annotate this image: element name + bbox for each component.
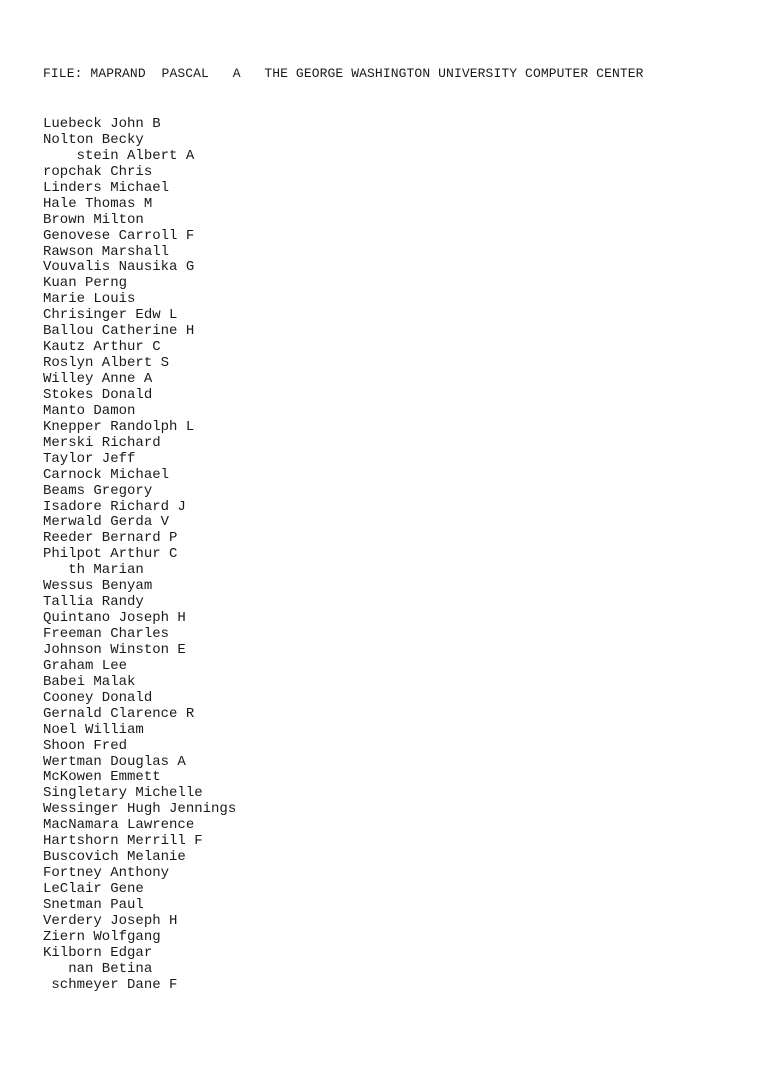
list-item: Quintano Joseph H xyxy=(43,610,186,627)
list-item: Beams Gregory xyxy=(43,482,153,499)
list-item: Isadore Richard J xyxy=(43,498,186,515)
list-item: Marie Louis xyxy=(43,291,136,308)
list-item: Kuan Perng xyxy=(43,275,128,292)
list-item: Knepper Randolph L xyxy=(43,418,195,435)
list-item: MacNamara Lawrence xyxy=(43,817,195,834)
list-item: Reeder Bernard P xyxy=(43,530,178,547)
list-item: Carnock Michael xyxy=(43,466,170,483)
list-item: Kilborn Edgar xyxy=(43,944,153,961)
list-item: Babei Malak xyxy=(43,673,136,690)
list-item: Wessus Benyam xyxy=(43,578,153,595)
list-item: Merwald Gerda V xyxy=(43,514,170,531)
list-item: Chrisinger Edw L xyxy=(43,307,178,324)
list-item: Freeman Charles xyxy=(43,626,170,642)
list-item: th Marian xyxy=(43,562,144,579)
list-item: Verdery Joseph H xyxy=(43,912,178,929)
list-item: Ziern Wolfgang xyxy=(43,928,161,945)
list-item: Taylor Jeff xyxy=(43,450,136,467)
list-item: Singletary Michelle xyxy=(43,785,203,802)
list-item: Manto Damon xyxy=(43,402,136,419)
file-header xyxy=(43,66,644,81)
list-item: LeClair Gene xyxy=(43,881,144,897)
list-item: Ballou Catherine H xyxy=(43,323,195,340)
list-item: Fortney Anthony xyxy=(43,865,170,882)
list-item: Gernald Clarence R xyxy=(43,705,195,722)
list-item: Roslyn Albert S xyxy=(43,355,170,372)
list-item: Hale Thomas M xyxy=(43,195,153,212)
list-item: McKowen Emmett xyxy=(43,769,161,786)
list-item: Philpot Arthur C xyxy=(43,546,178,563)
name-list xyxy=(43,117,236,994)
list-item: Genovese Carroll F xyxy=(43,227,195,244)
list-item: Brown Milton xyxy=(43,211,144,228)
list-item: schmeyer Dane F xyxy=(43,976,178,993)
list-item: Johnson Winston E xyxy=(43,641,186,658)
list-item: Nolton Becky xyxy=(43,131,144,148)
list-item: Willey Anne A xyxy=(43,371,153,387)
file-mode: A xyxy=(232,66,241,81)
institution-title: THE GEORGE WASHINGTON UNIVERSITY COMPUTER CENTER xyxy=(264,66,644,81)
list-item: Vouvalis Nausika G xyxy=(43,259,195,276)
list-item: Wertman Douglas A xyxy=(43,753,186,770)
list-item: Stokes Donald xyxy=(43,386,153,403)
list-item: Wessinger Hugh Jennings xyxy=(43,801,237,818)
list-item: Kautz Arthur C xyxy=(43,339,161,356)
list-item: Rawson Marshall xyxy=(43,243,170,260)
list-item: Linders Michael xyxy=(43,179,170,196)
list-item: Merski Richard xyxy=(43,434,161,451)
file-label: FILE: xyxy=(43,66,83,81)
list-item: Shoon Fred xyxy=(43,737,128,754)
list-item: Buscovich Melanie xyxy=(43,849,186,866)
list-item: Cooney Donald xyxy=(43,689,153,706)
list-item: Noel William xyxy=(43,721,144,738)
list-item: Hartshorn Merrill F xyxy=(43,833,203,850)
file-type: PASCAL xyxy=(161,66,209,81)
list-item: stein Albert A xyxy=(43,147,195,164)
list-item: Luebeck John B xyxy=(43,116,161,132)
list-item: Snetman Paul xyxy=(43,896,144,913)
list-item: ropchak Chris xyxy=(43,163,153,180)
list-item: Tallia Randy xyxy=(43,594,144,611)
list-item: Graham Lee xyxy=(43,657,128,674)
file-name: MAPRAND xyxy=(90,66,146,81)
list-item: nan Betina xyxy=(43,960,153,977)
